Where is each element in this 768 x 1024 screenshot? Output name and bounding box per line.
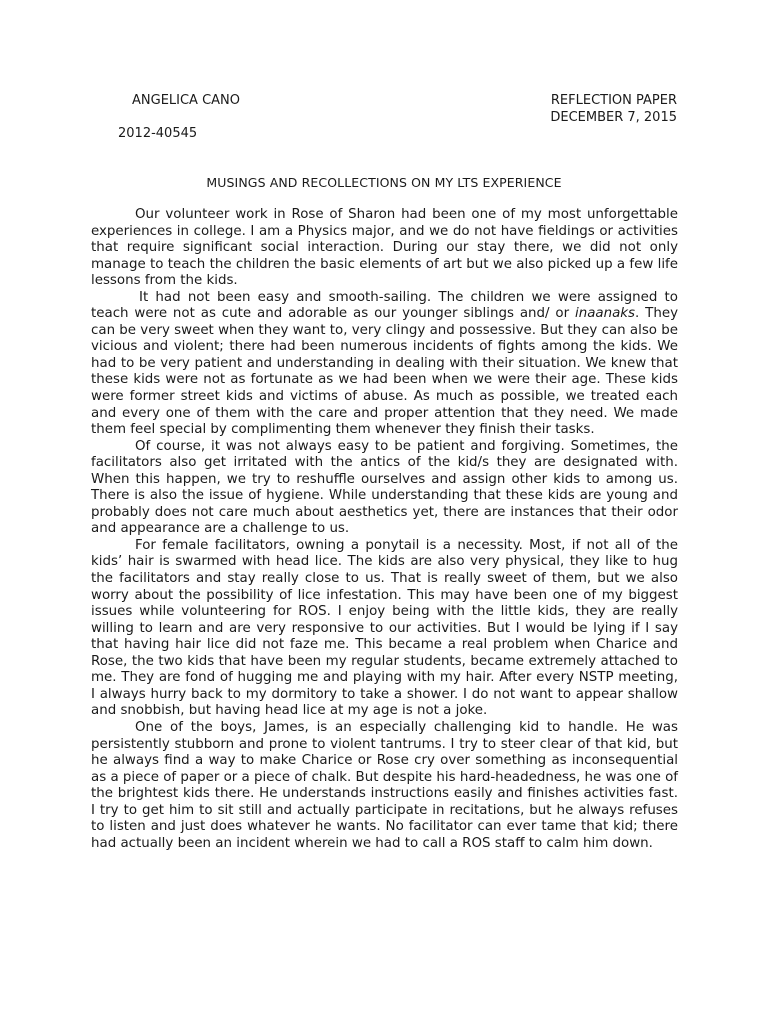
paragraph: Our volunteer work in Rose of Sharon had been one of my most unforgettable experiences in college. I am a Physics major, and we do not have fieldings or activities that require significant social interaction. During our stay there, we did not only manage to teach the children the basic elements of art but we also picked up a few life lessons from the kids. [91,207,678,289]
paragraph: For female facilitators, owning a ponytail is a necessity. Most, if not all of the kids’ hair is swarmed with head lice. The kids are also very physical, they like to hug the facilitators and stay really close to us. That is really sweet of them, but we also worry about the possibility of lice infestation. This may have been one of my biggest issues while volunteering for ROS. I enjoy being with the little kids, they are really willing to learn and are very responsive to our activities. But I would be lying if I say that having hair lice did not faze me. This became a real problem when Charice and Rose, the two kids that have been my regular students, became extremely attached to me. They are fond of hugging me and playing with my hair. After every NSTP meeting, I always hurry back to my dormitory to take a shower. I do not want to appear shallow and snobbish, but having head lice at my age is not a joke. [91,537,678,719]
paragraph: Of course, it was not always easy to be patient and forgiving. Sometimes, the facilitators also get irritated with the antics of the kid/s they are designated with. When this happen, we try to reshuffle ourselves and assign other kids to among us. There is also the issue of hygiene. While understanding that these kids are young and probably does not care much about aesthetics yet, there are instances that their odor and appearance are a challenge to us. [91,438,678,537]
student-number: 2012-40545 [118,125,198,141]
document-type: REFLECTION PAPER [550,93,677,108]
italic-term: inaanaks [574,306,636,322]
paragraph-text: . They can be very sweet when they want to, very clingy and possessive. But they can also be vicious and violent; there had been numerous incidents of fights among the kids. We had to be very patient and understanding in dealing with their situation. We knew that these kids were not as fortunate as we had been when we were their age. These kids were former street kids and victims of abuse. As much as possible, we treated each and every one of them with the care and proper attention that they need. We made them feel special by complimenting them whenever they finish their tasks. [91,306,678,438]
header-right-block [547,93,677,126]
document-title: MUSINGS AND RECOLLECTIONS ON MY LTS EXPERIENCE [206,175,562,190]
document-body [91,207,678,852]
header-left-block [118,93,318,142]
author-name: ANGELICA CANO [132,93,241,108]
paragraph-text: It had not been easy and smooth-sailing. The children we were assigned to teach were not as cute and adorable as our younger siblings and/ or [91,289,678,322]
paragraph [91,290,678,439]
document-date: DECEMBER 7, 2015 [550,109,677,125]
paragraph: One of the boys, James, is an especially challenging kid to handle. He was persistently stubborn and prone to violent tantrums. I try to steer clear of that kid, but he always find a way to make Charice or Rose cry over something as inconsequential as a piece of paper or a piece of chalk. But despite his hard-headedness, he was one of the brightest kids there. He understands instructions easily and finishes activities fast. I try to get him to sit still and actually participate in recitations, but he always refuses to listen and just does whatever he wants. No facilitator can ever tame that kid; there had actually been an incident wherein we had to call a ROS staff to calm him down. [91,719,678,851]
